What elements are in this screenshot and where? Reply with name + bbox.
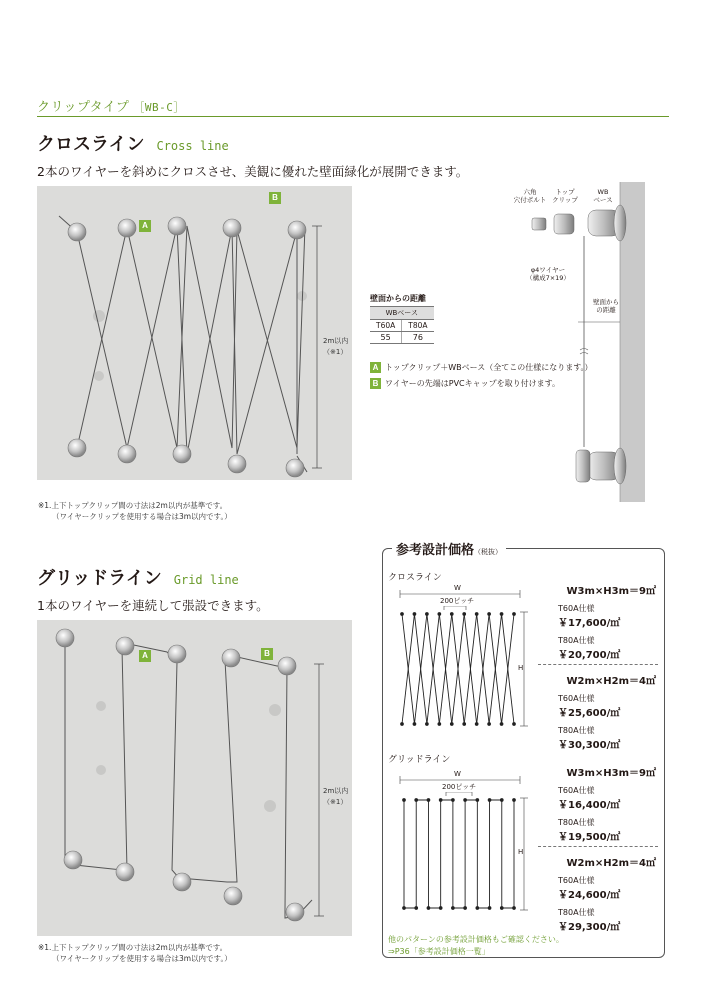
grid-price-t80-value-1: ￥19,500/㎡	[558, 832, 621, 843]
grid-photo	[37, 620, 352, 936]
clip-label-line1: トップ	[555, 188, 575, 196]
grid-title-ja: グリッドライン	[37, 568, 162, 589]
grid-title-en: Grid line	[173, 573, 239, 587]
wb-label	[590, 188, 616, 204]
cross-note	[38, 500, 232, 522]
grid-dimension-label	[323, 786, 351, 808]
price-reference-link[interactable]: ⇒P36「参考設計価格一覧」	[388, 947, 490, 956]
legend-item-a	[370, 360, 593, 376]
legend	[370, 360, 593, 392]
grid-price-t80-label-2: T80A仕様	[558, 908, 595, 917]
cross-pattern-clip	[401, 723, 404, 726]
bolt-label-line1: 六角	[523, 188, 537, 196]
wb-label-line1: WB	[597, 188, 609, 196]
cross-price-t60-label-1: T60A仕様	[558, 604, 595, 613]
legend-badge-b: B	[370, 378, 381, 389]
cross-pattern-clip	[463, 723, 466, 726]
cross-dimension-line2: （※1）	[323, 348, 348, 356]
wire-label-line1: φ4ワイヤー	[530, 266, 566, 274]
cross-badge-a: A	[139, 220, 151, 232]
grid-pattern-clip	[488, 799, 491, 802]
grid-badge-b: B	[261, 648, 273, 660]
grid-pattern-clip	[500, 907, 503, 910]
grid-pattern-clip	[403, 907, 406, 910]
section-label	[37, 96, 185, 115]
grid-price-t80-value-2: ￥29,300/㎡	[558, 922, 621, 933]
grid-pattern-clip	[451, 907, 454, 910]
cross-pattern-clip	[475, 613, 478, 616]
grid-price-t60-label-1: T60A仕様	[558, 786, 595, 795]
grid-photo-illustration	[37, 620, 352, 936]
distance-table-header: WBベース	[370, 307, 434, 320]
grid-note-line1: ※1.上下トップクリップ間の寸法は2m以内が基準です。	[38, 943, 228, 952]
cross-pattern-clip	[450, 723, 453, 726]
cross-pattern-clip	[438, 723, 441, 726]
grid-diagram-h: H	[518, 848, 524, 856]
grid-title	[37, 564, 239, 590]
distance-col-t80a: T80A	[402, 320, 434, 332]
grid-price-size-1: W3m×H3m＝9㎡	[566, 768, 656, 779]
grid-price-t60-value-2: ￥24,600/㎡	[558, 890, 621, 901]
cross-dimension-label	[323, 336, 351, 358]
wire-label-line2: （構成7×19）	[526, 274, 570, 282]
distance-label	[590, 298, 622, 314]
cross-pattern-clip	[425, 613, 428, 616]
legend-badge-a: A	[370, 362, 381, 373]
grid-pattern-illustration	[390, 770, 530, 920]
cross-badge-b: B	[269, 192, 281, 204]
grid-price-size-2: W2m×H2m＝4㎡	[566, 858, 656, 869]
cross-pattern-clip	[488, 613, 491, 616]
grid-price-group-2	[538, 854, 656, 933]
grid-diagram-pitch: 200ピッチ	[442, 783, 477, 791]
cross-diagram-w: W	[454, 584, 461, 592]
section-label-text: クリップタイプ	[37, 100, 130, 115]
mounting-diagram	[500, 182, 645, 502]
wb-label-line2: ベース	[593, 196, 613, 204]
legend-item-b	[370, 376, 593, 392]
cross-pattern-clip	[413, 723, 416, 726]
price-title	[392, 539, 506, 558]
distance-table	[370, 306, 434, 344]
grid-pattern-clip	[464, 799, 467, 802]
grid-pattern-clip	[513, 907, 516, 910]
distance-label-line1: 壁面から	[593, 298, 619, 306]
cross-pattern-clip	[401, 613, 404, 616]
cross-title	[37, 130, 229, 156]
bolt-label-line2: 穴付ボルト	[513, 196, 547, 204]
grid-pattern-clip	[500, 799, 503, 802]
cross-pattern-clip	[450, 613, 453, 616]
grid-pattern-clip	[488, 907, 491, 910]
grid-pattern-clip	[439, 799, 442, 802]
distance-col-t60a: T60A	[370, 320, 402, 332]
grid-badge-a: A	[139, 650, 151, 662]
grid-pattern-clip	[427, 799, 430, 802]
distance-table-wrap	[370, 306, 434, 344]
cross-title-ja: クロスライン	[37, 134, 145, 155]
price-grid-label: グリッドライン	[388, 755, 451, 765]
cross-price-size-2: W2m×H2m＝4㎡	[566, 676, 656, 687]
grid-description: 1本のワイヤーを連続して張設できます。	[37, 598, 269, 613]
grid-note	[38, 942, 232, 964]
grid-price-divider	[538, 846, 658, 847]
grid-dimension-line1: 2m以内	[323, 787, 349, 795]
grid-pattern-clip	[415, 907, 418, 910]
grid-price-group-1	[538, 764, 656, 843]
cross-pattern-clip	[488, 723, 491, 726]
cross-pattern-clip	[513, 613, 516, 616]
grid-pattern-diagram	[390, 770, 530, 920]
grid-price-t80-label-1: T80A仕様	[558, 818, 595, 827]
section-label-sub: ［WB-C］	[133, 101, 185, 114]
grid-pattern-clip	[513, 799, 516, 802]
cross-pattern-diagram	[390, 584, 530, 734]
grid-pattern-clip	[464, 907, 467, 910]
price-cross-label: クロスライン	[388, 573, 442, 583]
cross-price-t80-label-2: T80A仕様	[558, 726, 595, 735]
cross-pattern-illustration	[390, 584, 530, 734]
cross-pattern-clip	[513, 723, 516, 726]
cross-note-line1: ※1.上下トップクリップ間の寸法は2m以内が基準です。	[38, 501, 228, 510]
grid-pattern-clip	[451, 799, 454, 802]
wire-label	[520, 266, 576, 282]
grid-price-t60-value-1: ￥16,400/㎡	[558, 800, 621, 811]
distance-table-title: 壁面からの距離	[370, 294, 426, 303]
distance-value-t80a: 76	[402, 332, 434, 344]
cross-diagram-pitch: 200ピッチ	[440, 597, 475, 605]
grid-dimension-line2: （※1）	[323, 798, 348, 806]
grid-pattern-clip	[476, 799, 479, 802]
cross-price-group-1	[538, 582, 656, 661]
distance-value-t60a: 55	[370, 332, 402, 344]
grid-pattern-clip	[427, 907, 430, 910]
price-reference-line1: 他のパターンの参考設計価格もご確認ください。	[388, 935, 564, 944]
grid-pattern-wire	[404, 800, 514, 908]
grid-pattern-clip	[403, 799, 406, 802]
cross-pattern-clip	[500, 723, 503, 726]
cross-price-t60-value-1: ￥17,600/㎡	[558, 618, 621, 629]
cross-price-t60-value-2: ￥25,600/㎡	[558, 708, 621, 719]
cross-price-divider	[538, 664, 658, 665]
cross-pattern-clip	[425, 723, 428, 726]
cross-pattern-clip	[463, 613, 466, 616]
grid-price-t60-label-2: T60A仕様	[558, 876, 595, 885]
cross-note-line2: （ワイヤークリップを使用する場合は3m以内です。）	[52, 512, 232, 521]
grid-note-line2: （ワイヤークリップを使用する場合は3m以内です。）	[52, 954, 232, 963]
grid-pattern-clip	[439, 907, 442, 910]
legend-text-a: トップクリップ＋WBベース（全てこの仕様になります。）	[385, 363, 593, 372]
cross-price-t80-value-2: ￥30,300/㎡	[558, 740, 621, 751]
cross-photo	[37, 186, 352, 480]
distance-label-line2: の距離	[596, 306, 616, 314]
cross-pattern-clip	[413, 613, 416, 616]
mounting-diagram-illustration	[500, 182, 645, 502]
cross-price-size-1: W3m×H3m＝9㎡	[566, 586, 656, 597]
cross-description: 2本のワイヤーを斜めにクロスさせ、美観に優れた壁面緑化が展開できます。	[37, 164, 469, 179]
cross-price-t60-label-2: T60A仕様	[558, 694, 595, 703]
cross-price-t80-label-1: T80A仕様	[558, 636, 595, 645]
price-title-text: 参考設計価格	[396, 543, 475, 558]
clip-label	[552, 188, 578, 204]
cross-photo-illustration	[37, 186, 352, 480]
grid-diagram-w: W	[454, 770, 461, 778]
cross-pattern-clip	[475, 723, 478, 726]
price-reference	[388, 934, 564, 958]
section-divider	[37, 116, 669, 117]
cross-price-group-2	[538, 672, 656, 751]
cross-pattern-clip	[438, 613, 441, 616]
grid-pattern-clip	[415, 799, 418, 802]
cross-price-t80-value-1: ￥20,700/㎡	[558, 650, 621, 661]
cross-pattern-clip	[500, 613, 503, 616]
cross-dimension-line1: 2m以内	[323, 337, 349, 345]
cross-diagram-h: H	[518, 664, 524, 672]
cross-title-en: Cross line	[156, 139, 229, 153]
price-tax-note: （税抜）	[474, 548, 503, 556]
clip-label-line2: クリップ	[552, 196, 578, 204]
grid-pattern-clip	[476, 907, 479, 910]
legend-text-b: ワイヤーの先端はPVCキャップを取り付けます。	[385, 379, 561, 388]
bolt-label	[512, 188, 548, 204]
